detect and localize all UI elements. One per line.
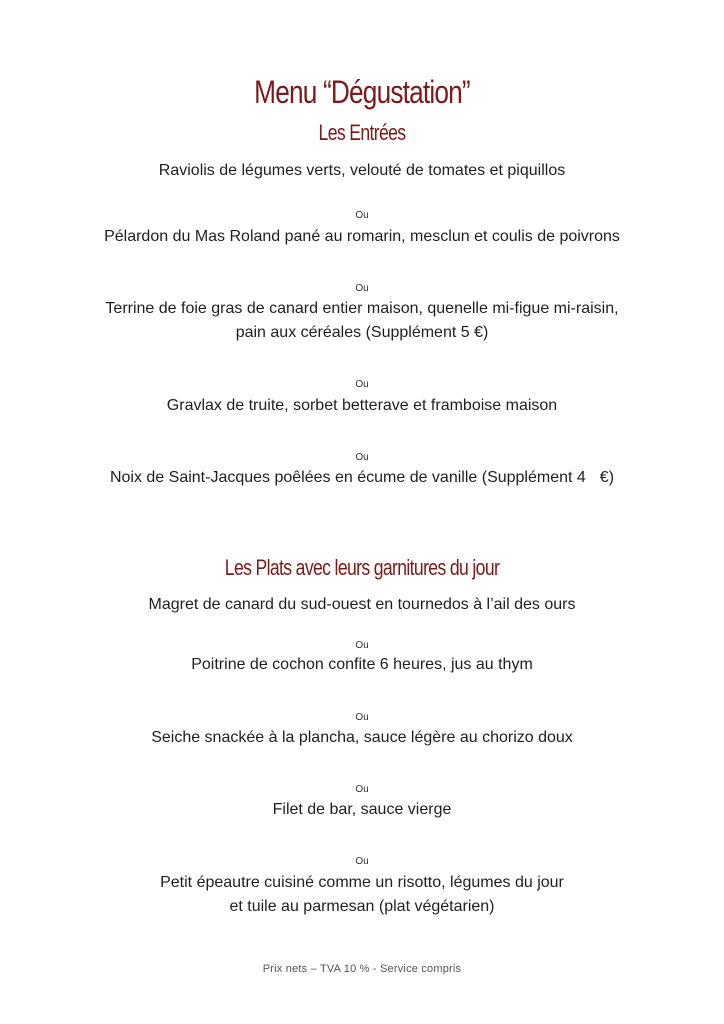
or-separator: Ou bbox=[355, 379, 369, 390]
dish-item: Magret de canard du sud-ouest en tournedos à l’ail des ours bbox=[148, 596, 576, 613]
dish-item: Pélardon du Mas Roland pané au romarin, mesclun et coulis de poivrons bbox=[104, 228, 620, 245]
or-separator: Ou bbox=[355, 452, 369, 463]
section-heading-entrees: Les Entrées bbox=[318, 120, 406, 145]
dish-item: Poitrine de cochon confite 6 heures, jus au thym bbox=[191, 656, 533, 673]
or-separator: Ou bbox=[355, 856, 369, 867]
dish-item-row bbox=[0, 466, 724, 490]
dish-item: Terrine de foie gras de canard entier maison, quenelle mi-figue mi-raisin, bbox=[105, 300, 619, 317]
dish-item: Seiche snackée à la plancha, sauce légère au chorizo doux bbox=[151, 729, 573, 746]
section-heading-plats: Les Plats avec leurs garnitures du jour bbox=[224, 555, 500, 580]
dish-item-continued: pain aux céréales (Supplément 5 €) bbox=[235, 324, 489, 341]
price-footer: Prix nets – TVA 10 % - Service compris bbox=[262, 963, 462, 975]
or-separator: Ou bbox=[355, 784, 369, 795]
dish-item: Petit épeautre cuisiné comme un risotto, légumes du jour bbox=[160, 874, 564, 891]
or-separator: Ou bbox=[355, 712, 369, 723]
dish-item: Gravlax de truite, sorbet betterave et framboise maison bbox=[166, 397, 558, 414]
menu-title: Menu “Dégustation” bbox=[254, 74, 470, 110]
or-separator: Ou bbox=[355, 640, 369, 651]
dish-item-continued: et tuile au parmesan (plat végétarien) bbox=[229, 898, 495, 915]
or-separator: Ou bbox=[355, 210, 369, 221]
dish-item: Raviolis de légumes verts, velouté de tomates et piquillos bbox=[158, 162, 566, 179]
dish-item-suffix: €) bbox=[599, 469, 615, 486]
dish-item: Filet de bar, sauce vierge bbox=[272, 801, 452, 818]
or-separator: Ou bbox=[355, 283, 369, 294]
dish-item: Noix de Saint-Jacques poêlées en écume de vanille (Supplément 4 bbox=[109, 469, 586, 486]
